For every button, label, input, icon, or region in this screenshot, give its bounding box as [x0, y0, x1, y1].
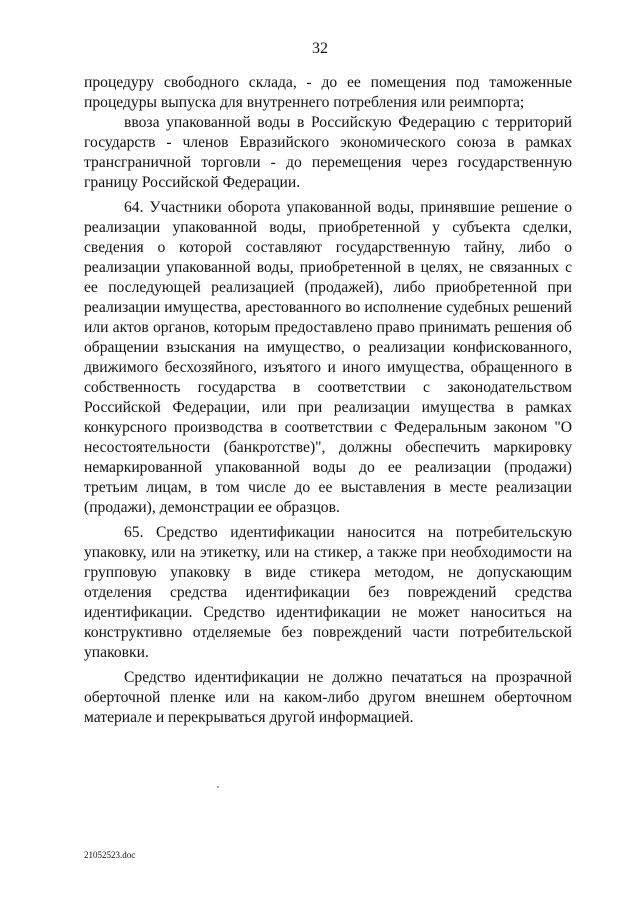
paragraph-import-eaeu: ввоза упакованной воды в Российскую Федерацию с территорий государств - членов Евразийского экономического союза в рамках трансграничной торговли - до перемещения через государственную границу Российской Федерации.: [84, 114, 572, 191]
page-number: 32: [312, 40, 328, 57]
paragraph-identification-restriction: Средство идентификации не должно печататься на прозрачной оберточной пленке или на каком-либо другом внешнем оберточном материале и перекрываться другой информацией.: [84, 669, 572, 726]
footer-file-name: 21052523.doc: [84, 850, 136, 860]
document-body: [84, 73, 572, 728]
paragraph-item-64: 64. Участники оборота упакованной воды, принявшие решение о реализации упакованной воды, приобретенной у субъекта сделки, сведения о которой составляют государственную тайну, либо о реализации упакованной воды, приобретенной в целях, не связанных с ее последующей реализацией (продажей), либо приобретенной при реализации имущества, арестованного во исполнение судебных решений или актов органов, которым предоставлено право принимать решения об обращении взыскания на имущество, о реализации конфискованного, движимого бесхозяйного, изъятого и иного имущества, обращенного в собственность государства в соответствии с законодательством Российской Федерации, или при реализации имущества в рамках конкурсного производства в соответствии с Федеральным законом "О несостоятельности (банкротстве)", должны обеспечить маркировку немаркированной упакованной воды до ее реализации (продажи) третьим лицам, в том числе до ее выставления в месте реализации (продажи), демонстрации ее образцов.: [84, 199, 572, 516]
stray-dot-mark: [217, 786, 219, 788]
paragraph-item-65: 65. Средство идентификации наносится на потребительскую упаковку, или на этикетку, или на стикер, а также при необходимости на групповую упаковку в виде стикера методом, не допускающим отделения средства идентификации без повреждений средства идентификации. Средство идентификации не может наноситься на конструктивно отделяемые без повреждений части потребительской упаковки.: [84, 524, 572, 661]
paragraph-free-warehouse: процедуру свободного склада, - до ее помещения под таможенные процедуры выпуска для внутреннего потребления или реимпорта;: [84, 74, 572, 111]
